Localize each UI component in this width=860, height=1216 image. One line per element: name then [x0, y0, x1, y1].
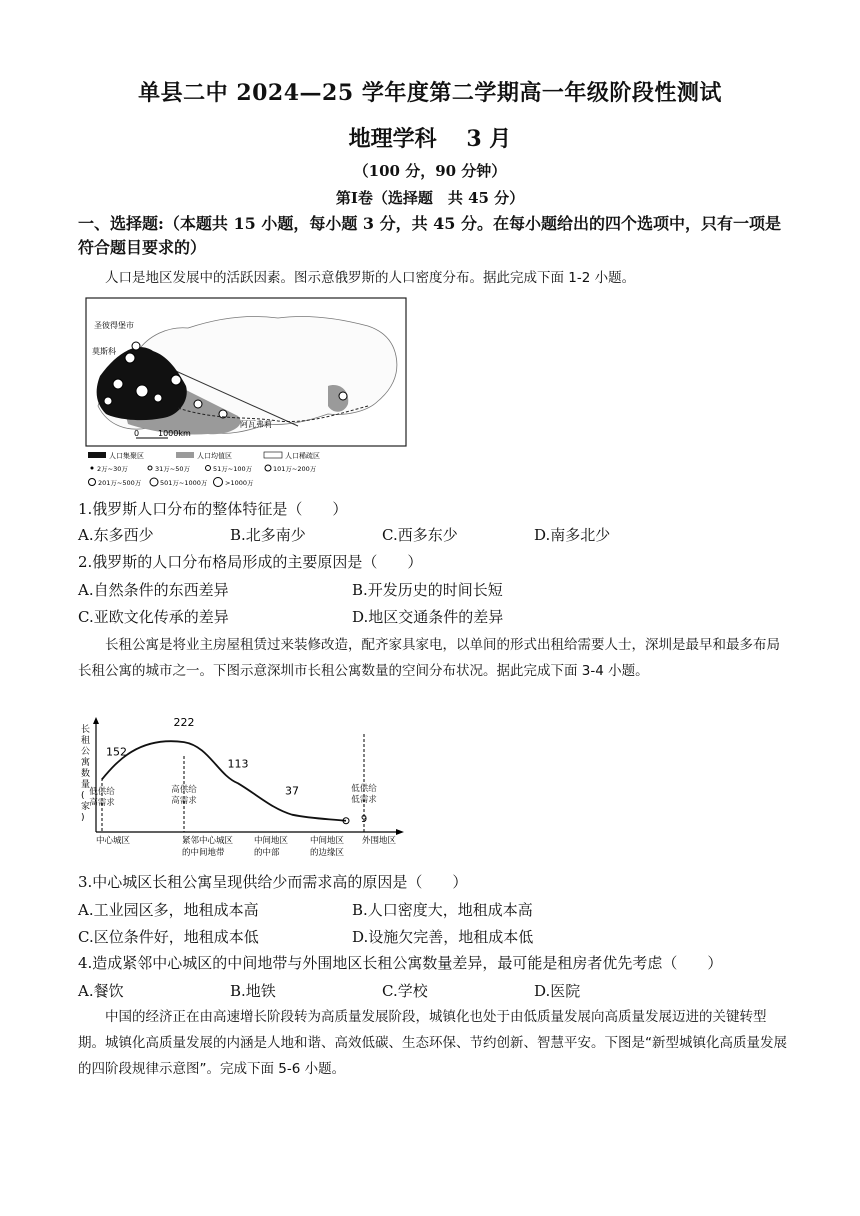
- line-label: 阿瓦弗莉: [240, 420, 272, 429]
- apartment-count-chart: [78, 716, 418, 862]
- legend-size-5: 201万~500万: [98, 479, 142, 487]
- q3-option-d[interactable]: D.设施欠完善，地租成本低: [352, 928, 534, 946]
- q3-option-c[interactable]: C.区位条件好，地租成本低: [78, 928, 259, 946]
- annotation-label: 低需求: [351, 795, 377, 805]
- legend-size-7: >1000万: [225, 479, 254, 487]
- q2-option-b[interactable]: B.开发历史的时间长短: [352, 581, 503, 599]
- russia-population-map: [78, 296, 418, 490]
- y-axis-label-char: ): [81, 813, 85, 823]
- q1-stem: 1.俄罗斯人口分布的整体特征是（ ）: [78, 500, 348, 518]
- q4-option-a[interactable]: A.餐饮: [78, 982, 124, 1000]
- q2-stem: 2.俄罗斯的人口分布格局形成的主要原因是（ ）: [78, 553, 423, 571]
- y-axis-label-char: (: [81, 791, 85, 801]
- legend-medium: 人口均值区: [197, 452, 232, 460]
- q4-option-b[interactable]: B.地铁: [230, 982, 276, 1000]
- legend-size-4: 101万~200万: [273, 465, 317, 473]
- volume-title: 第Ⅰ卷（选择题 共 45 分）: [335, 189, 525, 207]
- legend-sparse: 人口稀疏区: [285, 452, 320, 460]
- scale-label: 1000km: [158, 429, 191, 438]
- y-axis-label-char: 量: [81, 780, 91, 790]
- legend-size-3: 51万~100万: [213, 465, 253, 473]
- q1-option-b[interactable]: B.北多南少: [230, 526, 306, 544]
- y-axis-label-char: 数: [81, 769, 91, 779]
- exam-title: 单县二中 2024—25 学年度第二学期高一年级阶段性测试: [138, 80, 722, 106]
- annotation-label: 高供给: [171, 785, 197, 795]
- annotation-label: 低供给: [351, 784, 377, 794]
- y-axis-label-char: 公: [81, 747, 91, 757]
- spb-label: 圣彼得堡市: [94, 321, 134, 330]
- x-tick-label: 中间地区: [254, 836, 289, 846]
- x-tick-label: 中间地区: [310, 836, 345, 846]
- q1-option-c[interactable]: C.西多东少: [382, 526, 458, 544]
- data-label: 152: [106, 745, 127, 759]
- intro-3: 中国的经济正在由高速增长阶段转为高质量发展阶段，城镇化也处于由低质量发展向高质量发展迈进的关键转型期。城镇化高质量发展的内涵是人地和谐、高效低碳、生态环保、节约创新、智慧平安。下图是“新型城镇化高质量发展的四阶段规律示意图”。完成下面 5-6 小题。: [78, 1009, 787, 1077]
- intro-2: 长租公寓是将业主房屋租赁过来装修改造，配齐家具家电，以单间的形式出租给需要人士，深圳是最早和最多布局长租公寓的城市之一。下图示意深圳市长租公寓数量的空间分布状况。据此完成下面 3-4 小题。: [78, 637, 780, 679]
- x-tick-label: 的边缘区: [310, 848, 345, 858]
- legend-size-6: 501万~1000万: [160, 479, 208, 487]
- q2-option-c[interactable]: C.亚欧文化传承的差异: [78, 608, 229, 626]
- moscow-label: 莫斯科: [92, 347, 116, 356]
- y-axis-label-char: 长: [81, 725, 91, 735]
- legend-size-1: 2万~30万: [97, 465, 128, 473]
- q2-option-a[interactable]: A.自然条件的东西差异: [78, 581, 229, 599]
- q4-option-d[interactable]: D.医院: [534, 982, 581, 1000]
- intro-1: 人口是地区发展中的活跃因素。图示意俄罗斯的人口密度分布。据此完成下面 1-2 小题。: [105, 270, 636, 286]
- q1-option-a[interactable]: A.东多西少: [78, 526, 154, 544]
- section-heading: 一、选择题:（本题共 15 小题，每小题 3 分，共 45 分。在每小题给出的四个选项中，只有一项是符合题目要求的）: [78, 214, 781, 257]
- q2-option-d[interactable]: D.地区交通条件的差异: [352, 608, 504, 626]
- legend-size-2: 31万~50万: [155, 465, 190, 473]
- x-tick-label: 的中部: [254, 848, 280, 858]
- data-label: 37: [285, 784, 299, 798]
- q3-stem: 3.中心城区长租公寓呈现供给少而需求高的原因是（ ）: [78, 873, 468, 891]
- q3-option-a[interactable]: A.工业园区多，地租成本高: [78, 901, 259, 919]
- data-label-outer: 9: [360, 814, 368, 825]
- x-tick-label: 外围地区: [362, 836, 397, 846]
- annotation-label: 高需求: [89, 798, 115, 808]
- x-tick-label: 的中间地带: [182, 848, 225, 858]
- x-tick-label: 紧邻中心城区: [182, 836, 234, 846]
- subject-title: 地理学科 3 月: [348, 126, 512, 152]
- annotation-label: 高需求: [171, 796, 197, 806]
- annotation-label: 低供给: [89, 787, 115, 797]
- q4-option-c[interactable]: C.学校: [382, 982, 428, 1000]
- q1-option-d[interactable]: D.南多北少: [534, 526, 611, 544]
- score-time: （100 分，90 分钟）: [353, 162, 507, 180]
- q3-option-b[interactable]: B.人口密度大，地租成本高: [352, 901, 533, 919]
- series-line: [102, 741, 346, 821]
- y-axis-label-char: 租: [81, 736, 91, 746]
- data-label: 113: [227, 757, 249, 771]
- x-tick-label: 中心城区: [96, 836, 131, 846]
- y-axis-label-char: 寓: [81, 758, 91, 768]
- scale-zero: 0: [134, 429, 140, 438]
- y-axis-label-char: 家: [81, 802, 91, 812]
- legend-dense: 人口集聚区: [109, 452, 144, 460]
- q4-stem: 4.造成紧邻中心城区的中间地带与外围地区长租公寓数量差异，最可能是租房者优先考虑（ ）: [78, 954, 723, 972]
- data-label: 222: [173, 716, 195, 730]
